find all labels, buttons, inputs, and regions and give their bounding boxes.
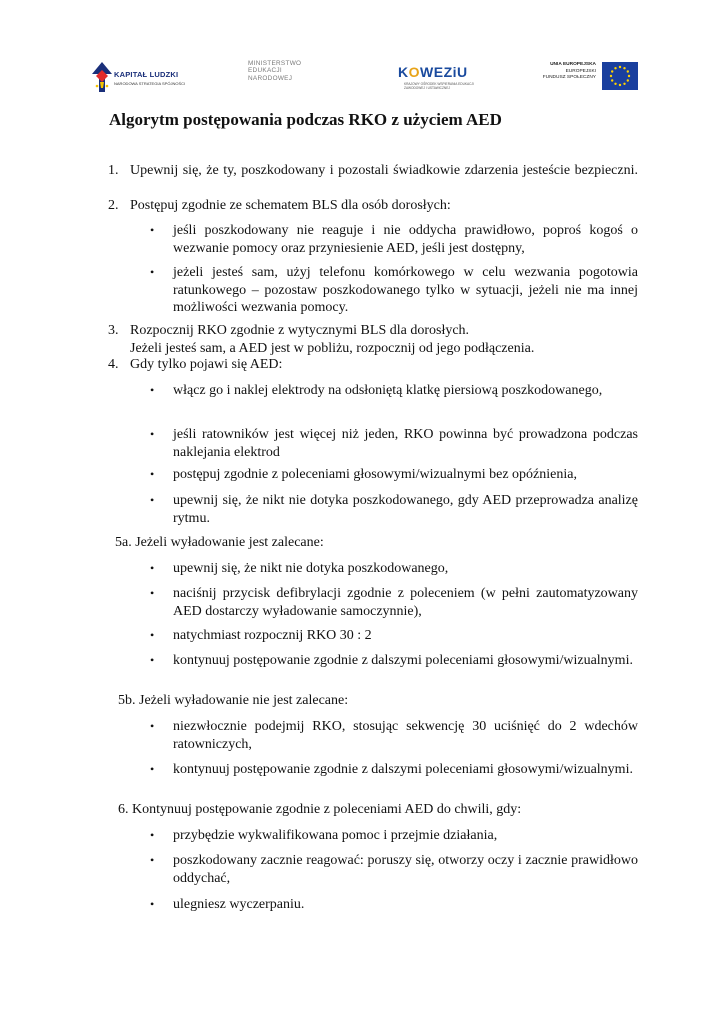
bullet-icon: • (150, 493, 155, 507)
step-text: Rozpocznij RKO zgodnie z wytycznymi BLS dla dorosłych. (130, 323, 470, 338)
eu-line1: UNIA EUROPEJSKA (550, 62, 596, 67)
list-item (148, 652, 638, 670)
bullet-icon: • (150, 467, 155, 481)
bullet-text: niezwłocznie podejmij RKO, stosując sekwencję 30 uciśnięć do 2 wdechów ratowniczych, (173, 719, 638, 752)
koweziu-name-o: O (408, 64, 421, 80)
bullet-text: natychmiast rozpocznij RKO 30 : 2 (173, 628, 372, 643)
bullet-icon: • (150, 223, 155, 237)
bullet-icon: • (150, 383, 155, 397)
list-item (148, 718, 638, 753)
koweziu-name-part1: K (398, 64, 409, 80)
bullet-text: poszkodowany zacznie reagować: poruszy się, otworzy oczy i zacznie prawidłowo oddychać, (173, 853, 638, 886)
eu-line3: FUNDUSZ SPOŁECZNY (542, 75, 596, 81)
step-number: 3. (108, 323, 119, 338)
step-1 (108, 162, 638, 180)
bullet-icon: • (150, 427, 155, 441)
bullet-text: upewnij się, że nikt nie dotyka poszkodowanego, (173, 561, 449, 576)
list-item (148, 492, 638, 527)
list-item (148, 466, 638, 484)
page-title: Algorytm postępowania podczas RKO z użyciem AED (109, 110, 502, 129)
step-6 (118, 801, 638, 819)
bullet-icon: • (150, 586, 155, 600)
men-line1: MINISTERSTWO (248, 60, 302, 67)
step-number: 4. (108, 357, 119, 372)
list-item (148, 426, 638, 461)
step-text: Postępuj zgodnie ze schematem BLS dla osób dorosłych: (130, 198, 451, 213)
bullet-icon: • (150, 265, 155, 279)
list-item (148, 560, 638, 578)
men-line2: EDUKACJI (248, 67, 283, 75)
eu-logo (542, 62, 638, 92)
step-text: Jeżeli wyładowanie jest zalecane: (135, 535, 324, 550)
bullet-text: kontynuuj postępowanie zgodnie z dalszymi poleceniami głosowymi/wizualnymi. (173, 653, 633, 668)
step-number: 2. (108, 198, 119, 213)
kapital-ludzki-title: KAPITAŁ LUDZKI (114, 70, 179, 79)
list-item (148, 827, 638, 845)
list-item (148, 264, 638, 317)
bullet-icon: • (150, 762, 155, 776)
bullet-text: jeśli poszkodowany nie reaguje i nie oddycha prawidłowo, poproś kogoś o wezwanie pomocy oraz przyniesienie AED, jeśli jest dostępny, (173, 223, 638, 256)
bullet-text: naciśnij przycisk defibrylacji zgodnie z poleceniem (w pełni zautomatyzowany AED dostarczy wyładowanie samoczynnie), (173, 586, 638, 619)
step-text: Upewnij się, że ty, poszkodowany i pozostali świadkowie zdarzenia jesteście bezpieczni. (130, 163, 638, 178)
eu-line2: EUROPEJSKI (565, 68, 596, 74)
koweziu-logo (396, 62, 482, 96)
bullet-icon: • (150, 561, 155, 575)
step-5b (118, 692, 638, 710)
list-item (148, 222, 638, 257)
bullet-icon: • (150, 897, 155, 911)
bullet-text: przybędzie wykwalifikowana pomoc i przejmie działania, (173, 828, 498, 843)
list-item (148, 382, 638, 400)
men-line3: NARODOWEJ (248, 74, 293, 82)
men-logo (248, 60, 318, 96)
list-item (148, 896, 638, 914)
bullet-icon: • (150, 828, 155, 842)
list-item (148, 761, 638, 779)
step-2 (108, 197, 638, 215)
step-number: 5b. (118, 693, 136, 708)
step-text: Jeżeli wyładowanie nie jest zalecane: (139, 693, 349, 708)
kapital-ludzki-logo (92, 62, 202, 96)
step-3 (108, 322, 638, 357)
logo-bar (0, 56, 725, 96)
bullet-text: włącz go i naklej elektrody na odsłoniętą klatkę piersiową poszkodowanego, (173, 383, 603, 398)
koweziu-subtitle: KRAJOWY OŚRODEK WSPIERANIA EDUKACJI ZAWODOWEJ I USTAWICZNEJ (404, 82, 474, 90)
step-text: Gdy tylko pojawi się AED: (130, 357, 283, 372)
kapital-ludzki-subtitle: NARODOWA STRATEGIA SPÓJNOŚCI (114, 81, 186, 86)
bullet-text: jeśli ratowników jest więcej niż jeden, RKO powinna być prowadzona podczas naklejania elektrod (173, 427, 638, 460)
eu-flag-icon (602, 62, 638, 90)
step-number: 5a. (115, 535, 132, 550)
koweziu-name (398, 64, 468, 80)
bullet-icon: • (150, 653, 155, 667)
step-4 (108, 356, 638, 374)
bullet-text: kontynuuj postępowanie zgodnie z dalszymi poleceniami głosowymi/wizualnymi. (173, 762, 633, 777)
bullet-icon: • (150, 628, 155, 642)
step-number: 6. (118, 802, 129, 817)
step-text-continued: Jeżeli jesteś sam, a AED jest w pobliżu, rozpocznij od jego podłączenia. (130, 340, 535, 356)
step-5a (115, 534, 635, 552)
step-text: Kontynuuj postępowanie zgodnie z poleceniami AED do chwili, gdy: (132, 802, 522, 817)
bullet-text: postępuj zgodnie z poleceniami głosowymi/wizualnymi bez opóźnienia, (173, 467, 577, 482)
list-item (148, 627, 638, 645)
bullet-text: upewnij się, że nikt nie dotyka poszkodowanego, gdy AED przeprowadza analizę rytmu. (173, 493, 638, 526)
bullet-text: ulegniesz wyczerpaniu. (173, 897, 305, 912)
list-item (148, 852, 638, 887)
bullet-text: jeżeli jesteś sam, użyj telefonu komórkowego w celu wezwania pogotowia ratunkowego – pozostaw poszkodowanego tylko w sytuacji, jeżeli nie ma innej możliwości wezwania pomocy. (173, 265, 638, 315)
eu-text (543, 62, 596, 82)
list-item (148, 585, 638, 620)
step-number: 1. (108, 163, 119, 178)
bullet-icon: • (150, 853, 155, 867)
bullet-icon: • (150, 719, 155, 733)
kapital-ludzki-emblem-icon (92, 62, 112, 92)
koweziu-name-part2: WEZiU (420, 64, 468, 80)
